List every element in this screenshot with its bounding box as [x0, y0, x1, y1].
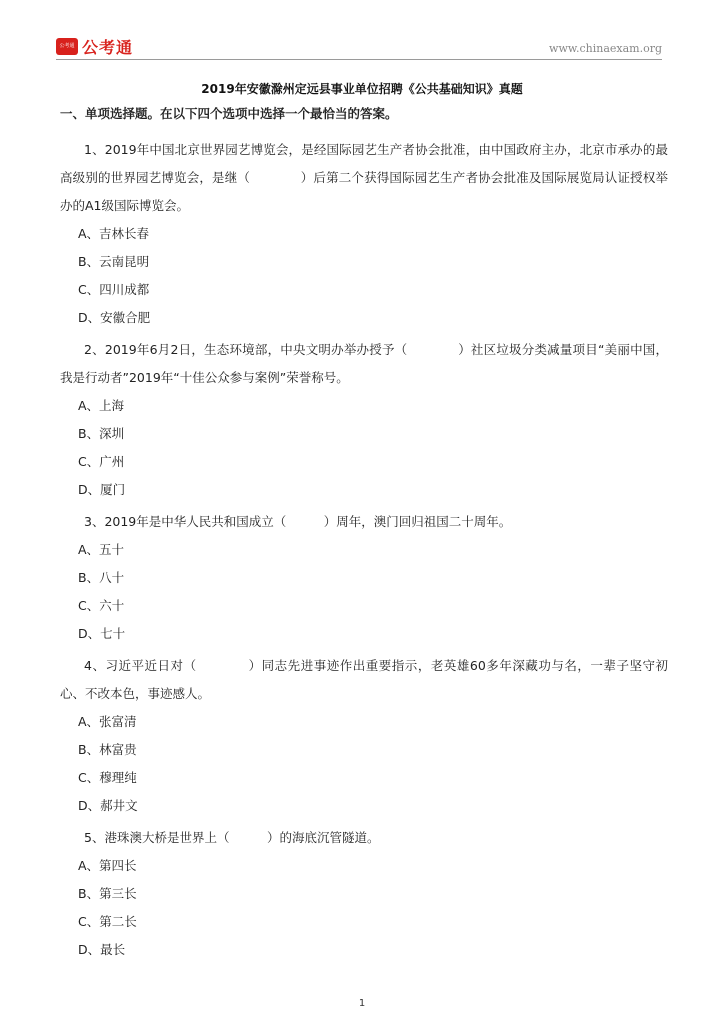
question-5: 5、港珠澳大桥是世界上（ ）的海底沉管隧道。 — [84, 830, 380, 845]
question-3-option-c: C、六十 — [78, 598, 125, 613]
question-1: 1、2019年中国北京世界园艺博览会，是经国际园艺生产者协会批准，由中国政府主办，北京市承办的最高级别的世界园艺博览会，是继（ ）后第二个获得国际园艺生产者协会批准及国际展览局认证授权举办的A1级国际博览会。 — [60, 142, 668, 213]
question-3: 3、2019年是中华人民共和国成立（ ）周年，澳门回归祖国二十周年。 — [84, 514, 512, 529]
question-4-option-d: D、郝井文 — [78, 798, 138, 813]
page-header — [56, 34, 662, 60]
question-1-option-c: C、四川成都 — [78, 282, 150, 297]
question-1-option-d: D、安徽合肥 — [78, 310, 151, 325]
logo-badge-icon: 公考通 — [56, 38, 78, 55]
page-title: 2019年安徽滁州定远县事业单位招聘《公共基础知识》真题 — [201, 82, 523, 96]
question-2-option-a: A、上海 — [78, 398, 125, 413]
question-2: 2、2019年6月2日，生态环境部，中央文明办举办授予（ ）社区垃圾分类减量项目“美丽中国，我是行动者”2019年“十佳公众参与案例”荣誉称号。 — [60, 342, 668, 385]
section-heading: 一、单项选择题。在以下四个选项中选择一个最恰当的答案。 — [60, 106, 398, 121]
document-body — [60, 104, 668, 960]
question-4-option-c: C、穆理纯 — [78, 770, 137, 785]
question-3-option-b: B、八十 — [78, 570, 125, 585]
question-2-option-b: B、深圳 — [78, 426, 125, 441]
question-4-option-b: B、林富贵 — [78, 742, 137, 757]
question-5-option-c: C、第二长 — [78, 914, 137, 929]
question-2-option-c: C、广州 — [78, 454, 125, 469]
question-1-option-b: B、云南昆明 — [78, 254, 150, 269]
question-5-option-b: B、第三长 — [78, 886, 137, 901]
brand-logo[interactable] — [56, 36, 133, 56]
question-4-option-a: A、张富清 — [78, 714, 137, 729]
logo-text: 公考通 — [82, 37, 134, 57]
question-3-option-d: D、七十 — [78, 626, 126, 641]
question-4: 4、习近平近日对（ ）同志先进事迹作出重要指示，老英雄60多年深藏功与名，一辈子坚守初心、不改本色，事迹感人。 — [60, 658, 668, 701]
question-3-option-a: A、五十 — [78, 542, 125, 557]
question-1-option-a: A、吉林长春 — [78, 226, 150, 241]
question-2-option-d: D、厦门 — [78, 482, 126, 497]
header-divider — [56, 59, 662, 60]
site-url-link[interactable]: www.chinaexam.org — [549, 42, 662, 55]
question-5-option-d: D、最长 — [78, 942, 126, 957]
question-5-option-a: A、第四长 — [78, 858, 137, 873]
page-number: 1 — [358, 998, 366, 1009]
